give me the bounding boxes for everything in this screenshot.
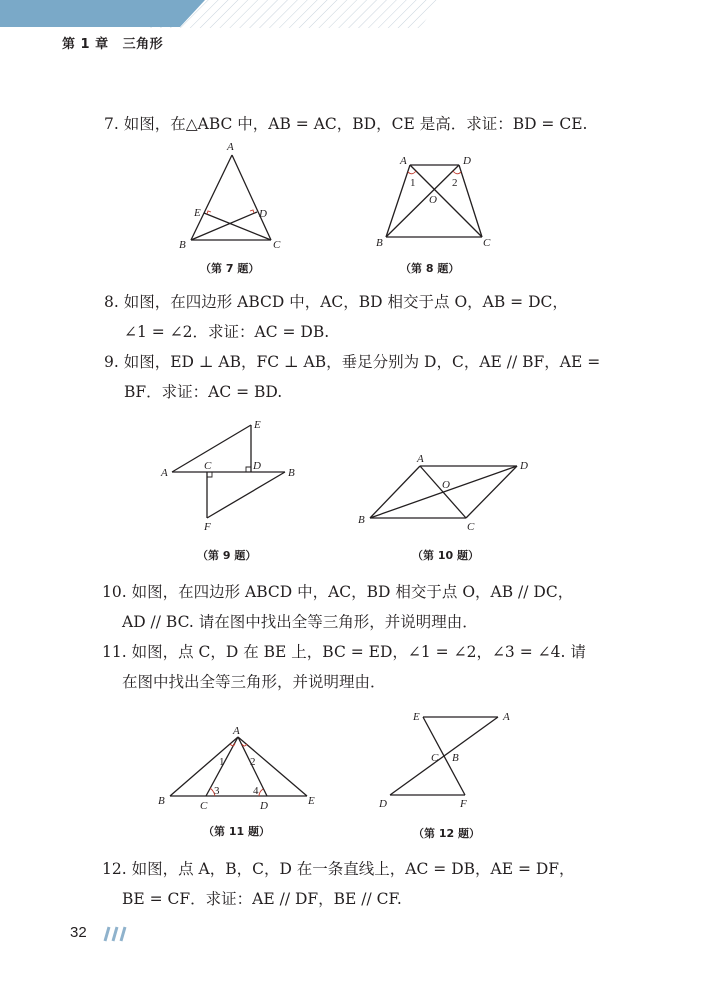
label-angle-2: 2 bbox=[452, 177, 458, 189]
problem-11-line-2: 在图中找出全等三角形，并说明理由． bbox=[122, 673, 386, 691]
problem-9-line-2: BF．求证：AC = BD. bbox=[124, 383, 283, 401]
label-angle-2: 2 bbox=[250, 756, 256, 768]
figure-11-diagram bbox=[155, 725, 325, 815]
label-C: C bbox=[431, 752, 439, 764]
figure-12-diagram bbox=[370, 705, 530, 810]
chapter-label: 第 1 章 bbox=[62, 37, 109, 52]
label-C: C bbox=[273, 239, 281, 251]
label-angle-4: 4 bbox=[253, 785, 259, 797]
label-C: C bbox=[483, 237, 491, 249]
label-D: D bbox=[463, 155, 471, 167]
figure-9-caption: （第 9 题） bbox=[197, 549, 257, 562]
label-B: B bbox=[288, 467, 295, 479]
label-A: A bbox=[503, 711, 510, 723]
label-A: A bbox=[400, 155, 407, 167]
chapter-name: 三角形 bbox=[122, 37, 164, 52]
figure-9-diagram bbox=[155, 410, 305, 533]
label-A: A bbox=[227, 141, 234, 153]
label-B: B bbox=[179, 239, 186, 251]
label-B: B bbox=[452, 752, 459, 764]
label-B: B bbox=[158, 795, 165, 807]
problem-12 bbox=[102, 857, 592, 917]
label-D: D bbox=[259, 208, 267, 220]
problem-9-line-1: 9. 如图，ED ⊥ AB，FC ⊥ AB，垂足分别为 D，C，AE // BF，AE = bbox=[104, 353, 601, 371]
label-B: B bbox=[376, 237, 383, 249]
label-C: C bbox=[200, 800, 208, 812]
problem-11-line-1: 11. 如图，点 C，D 在 BE 上，BC = ED，∠1 = ∠2，∠3 = ∠4. 请 bbox=[102, 643, 586, 661]
problem-11 bbox=[102, 640, 592, 700]
figure-12-caption: （第 12 题） bbox=[413, 827, 480, 840]
label-A: A bbox=[161, 467, 168, 479]
problem-9 bbox=[104, 350, 601, 410]
problem-10 bbox=[102, 580, 592, 640]
page-slashes-decoration bbox=[99, 925, 129, 947]
problem-7 bbox=[104, 112, 594, 142]
figure-11 bbox=[155, 725, 325, 815]
page-number: 32 bbox=[70, 924, 87, 941]
figure-7-diagram bbox=[175, 140, 285, 255]
label-F: F bbox=[460, 798, 467, 810]
label-A: A bbox=[233, 725, 240, 737]
label-B: B bbox=[358, 514, 365, 526]
label-angle-1: 1 bbox=[219, 756, 225, 768]
problem-12-line-2: BE = CF．求证：AE // DF，BE // CF. bbox=[122, 890, 402, 908]
label-C: C bbox=[204, 460, 212, 472]
problem-8-line-2: ∠1 = ∠2．求证：AC = DB. bbox=[124, 323, 330, 341]
label-angle-1: 1 bbox=[410, 177, 416, 189]
figure-8 bbox=[370, 150, 500, 250]
label-E: E bbox=[413, 711, 420, 723]
figure-12 bbox=[370, 705, 530, 810]
figure-10-diagram bbox=[350, 445, 540, 535]
label-D: D bbox=[379, 798, 387, 810]
figure-9 bbox=[155, 410, 305, 533]
chapter-title bbox=[62, 33, 163, 52]
label-O: O bbox=[429, 194, 437, 206]
label-angle-3: 3 bbox=[214, 785, 220, 797]
figure-8-diagram bbox=[370, 150, 500, 250]
label-O: O bbox=[442, 479, 450, 491]
label-D: D bbox=[253, 460, 261, 472]
label-A: A bbox=[417, 453, 424, 465]
figure-11-caption: （第 11 题） bbox=[203, 825, 270, 838]
problem-7-line-1: 7. 如图，在△ABC 中，AB = AC，BD，CE 是高．求证：BD = CE. bbox=[104, 115, 588, 133]
header-band bbox=[0, 0, 702, 28]
figure-10-caption: （第 10 题） bbox=[412, 549, 479, 562]
label-F: F bbox=[204, 521, 211, 533]
label-E: E bbox=[194, 207, 201, 219]
figure-8-caption: （第 8 题） bbox=[400, 262, 460, 275]
figure-7 bbox=[175, 140, 285, 255]
label-D: D bbox=[260, 800, 268, 812]
figure-7-caption: （第 7 题） bbox=[200, 262, 260, 275]
figure-10 bbox=[350, 445, 540, 535]
problem-8 bbox=[104, 290, 594, 350]
problem-8-line-1: 8. 如图，在四边形 ABCD 中，AC，BD 相交于点 O，AB = DC， bbox=[104, 293, 568, 311]
label-C: C bbox=[467, 521, 475, 533]
label-D: D bbox=[520, 460, 528, 472]
header-decoration bbox=[0, 0, 702, 28]
problem-12-line-1: 12. 如图，点 A，B，C，D 在一条直线上，AC = DB，AE = DF， bbox=[102, 860, 575, 878]
problem-10-line-1: 10. 如图，在四边形 ABCD 中，AC，BD 相交于点 O，AB // DC， bbox=[102, 583, 574, 601]
label-E: E bbox=[308, 795, 315, 807]
label-E: E bbox=[254, 419, 261, 431]
problem-10-line-2: AD // BC. 请在图中找出全等三角形，并说明理由． bbox=[122, 613, 478, 631]
